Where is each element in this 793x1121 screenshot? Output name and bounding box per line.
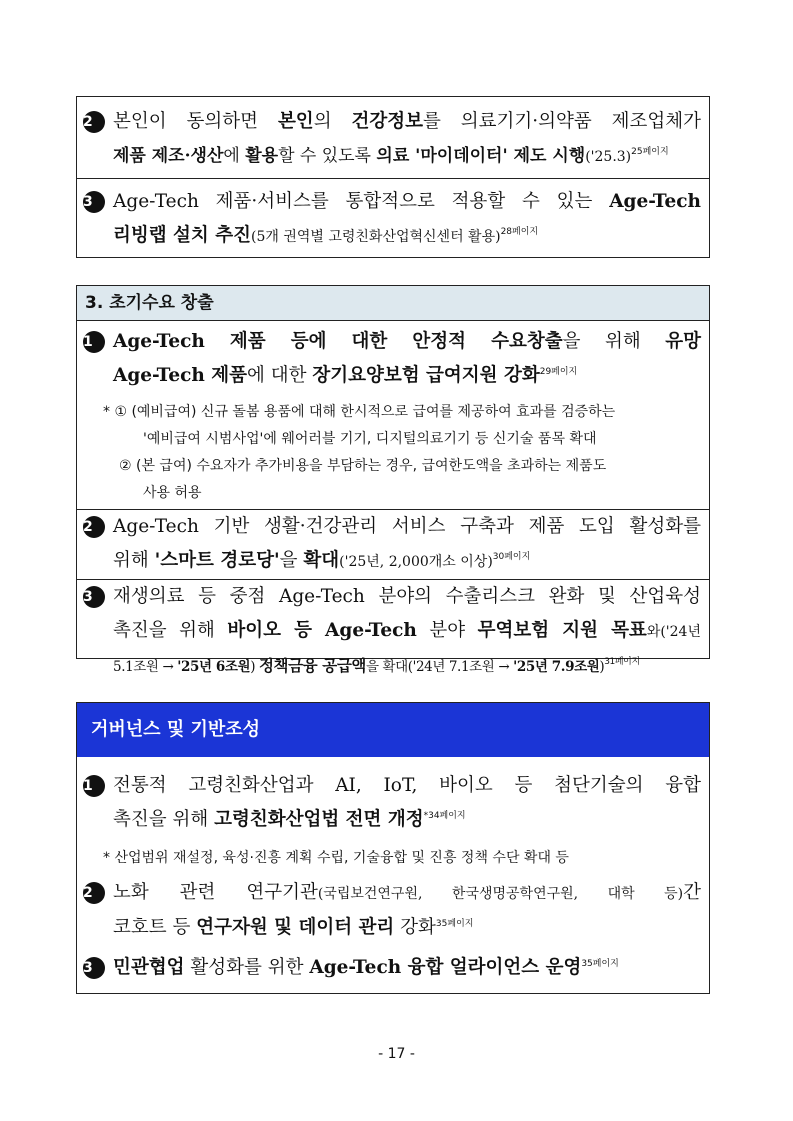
item-3 xyxy=(77,945,709,985)
footnote-line: * 산업범위 재설정, 육성·진흥 계획 수립, 기술융합 및 진흥 정책 수단 확대 등 xyxy=(103,850,569,866)
item-2 xyxy=(77,509,709,579)
number-badge: 2 xyxy=(83,516,105,538)
footnote-line: * ① (예비급여) 신규 돌봄 용품에 대해 한시적으로 급여를 제공하여 효과를 검증하는 xyxy=(103,404,616,420)
number-badge: 3 xyxy=(83,957,105,979)
item-line: 1 전통적 고령친화산업과 AI, IoT, 바이오 등 첨단기술의 융합 xyxy=(83,775,701,796)
number-badge: 3 xyxy=(83,586,105,608)
footnote-line: '예비급여 시범사업'에 웨어러블 기기, 디지털의료기기 등 신기술 품목 확대 xyxy=(143,431,597,447)
item-line: 2 Age-Tech 기반 생활·건강관리 서비스 구축과 제품 도입 활성화를 xyxy=(83,516,701,537)
item-line: 코호트 등 연구자원 및 데이터 관리 강화$^{35페이지}$ xyxy=(113,917,474,938)
page-reference: 28페이지 xyxy=(500,227,539,237)
item-2 xyxy=(77,97,709,178)
number-badge: 2 xyxy=(83,882,105,904)
footnote-line: 사용 허용 xyxy=(143,485,202,501)
item-line: 리빙랩 설치 추진(5개 권역별 고령친화산업혁신센터 활용)$^{28페이지}$ xyxy=(113,225,539,246)
number-badge: 1 xyxy=(83,775,105,797)
page-number: - 17 - xyxy=(378,1046,415,1062)
page-reference: 25페이지 xyxy=(631,147,669,157)
page-reference: 35페이지 xyxy=(581,959,619,969)
item-line: 3 Age-Tech 제품·서비스를 통합적으로 적용할 수 있는 Age-Tech xyxy=(83,191,701,212)
section-box-3 xyxy=(76,702,710,994)
item-line: 2 본인이 동의하면 본인의 건강정보를 의료기기·의약품 제조업체가 xyxy=(83,111,702,132)
item-line: 5.1조원 → '25년 6조원) 정책금융 공급액을 확대('24년 7.1조원 → '25년 7.9조원)$^{31페이지}$ xyxy=(113,656,640,675)
item-line: 촉진을 위해 바이오 등 Age-Tech 분야 무역보험 지원 목표와('24년 xyxy=(113,620,701,641)
item-line: 위해 '스마트 경로당'을 확대('25년, 2,000개소 이상)$^{30페이지}$ xyxy=(113,550,531,571)
item-1 xyxy=(77,321,709,509)
section-header: 거버넌스 및 기반조성 xyxy=(77,703,709,757)
page-reference: 35페이지 xyxy=(435,919,474,929)
item-line: 3 민관협업 활성화를 위한 Age-Tech 융합 얼라이언스 운영$^{35페이지}$ xyxy=(83,957,619,978)
item-line: Age-Tech 제품에 대한 장기요양보험 급여지원 강화$^{29페이지}$ xyxy=(113,365,578,386)
section-box-2 xyxy=(76,285,710,675)
page-reference: 29페이지 xyxy=(539,367,578,377)
number-badge: 3 xyxy=(83,191,105,213)
number-badge: 1 xyxy=(83,331,105,353)
section-box-1 xyxy=(76,96,710,258)
item-3 xyxy=(77,579,709,684)
item-3 xyxy=(77,178,709,257)
item-1 xyxy=(77,757,709,874)
footnote-line: ② (본 급여) 수요자가 추가비용을 부담하는 경우, 급여한도액을 초과하는 제품도 xyxy=(119,458,607,474)
item-line: 2 노화 관련 연구기관(국립보건연구원, 한국생명공학연구원, 대학 등)간 xyxy=(83,882,701,903)
number-badge: 2 xyxy=(83,111,105,133)
item-line: 제품 제조·생산에 활용할 수 있도록 의료 '마이데이터' 제도 시행('25.3)$^{25페이지}$ xyxy=(113,146,669,166)
item-line: 3 재생의료 등 중점 Age-Tech 분야의 수출리스크 완화 및 산업육성 xyxy=(83,586,701,607)
footnote-block xyxy=(83,393,701,509)
page-reference: 31페이지 xyxy=(604,657,640,667)
page-reference: 34페이지 xyxy=(428,811,466,821)
item-2 xyxy=(77,874,709,945)
section-header: 3. 초기수요 창출 xyxy=(77,286,709,321)
item-line: 1 Age-Tech 제품 등에 대한 안정적 수요창출을 위해 유망 xyxy=(83,331,701,352)
page-reference: 30페이지 xyxy=(492,552,531,562)
item-line: 촉진을 위해 고령친화산업법 전면 개정$^{*34페이지}$ xyxy=(113,809,466,830)
